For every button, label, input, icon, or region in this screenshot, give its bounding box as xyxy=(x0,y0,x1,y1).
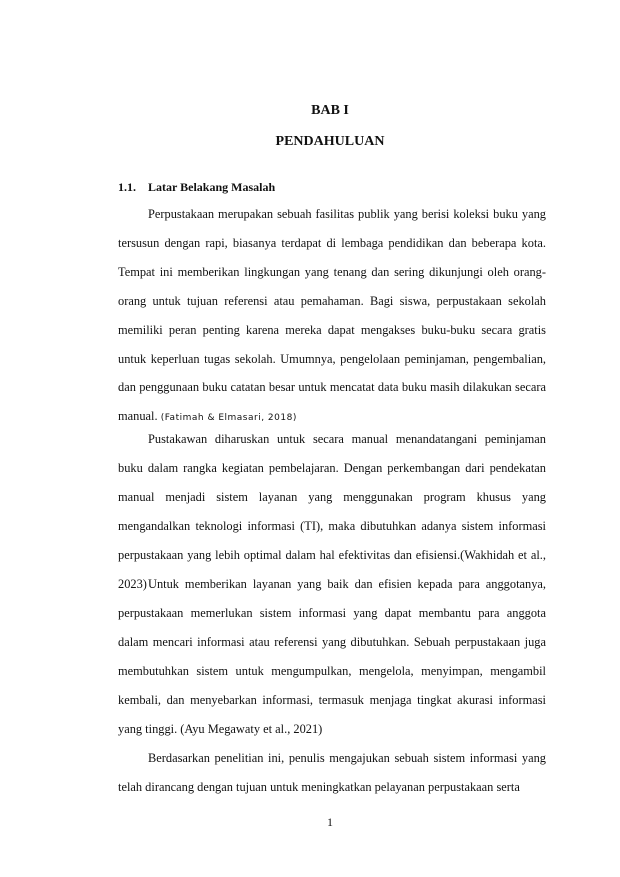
citation: (Fatimah & Elmasari, 2018) xyxy=(160,413,297,424)
body-paragraph xyxy=(118,200,546,433)
body-paragraph xyxy=(118,570,546,743)
paragraph-text: Berdasarkan penelitian ini, penulis mengajukan sebuah sistem informasi yang telah dirancang dengan tujuan untuk meningkatkan pelayanan perpustakaan serta xyxy=(118,751,546,794)
paragraph-text: Perpustakaan merupakan sebuah fasilitas publik yang berisi koleksi buku yang tersusun dengan rapi, biasanya terdapat di lembaga pendidikan dan beberapa kota. Tempat ini memberikan lingkungan yang tenang dan sering dikunjungi oleh orang-orang untuk tujuan referensi atau pemahaman. Bagi siswa, perpustakaan sekolah memiliki peran penting karena mereka dapat mengakses buku-buku secara gratis untuk keperluan tugas sekolah. Umumnya, pengelolaan peminjaman, pengembalian, dan penggunaan buku catatan besar untuk mencatat data buku masih dilakukan secara manual. xyxy=(118,207,546,424)
section-number: 1.1. xyxy=(118,180,136,194)
section-title: Latar Belakang Masalah xyxy=(148,180,276,194)
paragraph-text: Pustakawan diharuskan untuk secara manual menandatangani peminjaman buku dalam rangka kegiatan pembelajaran. Dengan perkembangan dari pendekatan manual menjadi sistem layanan yang menggunakan program khusus yang mengandalkan teknologi informasi (TI), maka dibutuhkan adanya sistem informasi perpustakaan yang lebih optimal dalam hal efektivitas dan efisiensi.(Wakhidah et al., 2023) xyxy=(118,432,546,591)
page-number: 1 xyxy=(327,815,333,829)
chapter-title: PENDAHULUAN xyxy=(275,134,385,149)
body-paragraph xyxy=(118,744,546,802)
chapter-label: BAB I xyxy=(311,103,349,118)
section-heading xyxy=(118,180,275,195)
paragraph-text: Untuk memberikan layanan yang baik dan efisien kepada para anggotanya, perpustakaan memerlukan sistem informasi yang dapat membantu para anggota dalam mencari informasi atau referensi yang dibutuhkan. Sebuah perpustakaan juga membutuhkan sistem untuk mengumpulkan, mengelola, menyimpan, mengambil kembali, dan menyebarkan informasi, termasuk menjaga tingkat akurasi informasi yang tinggi. (Ayu Megawaty et al., 2021) xyxy=(118,577,546,736)
